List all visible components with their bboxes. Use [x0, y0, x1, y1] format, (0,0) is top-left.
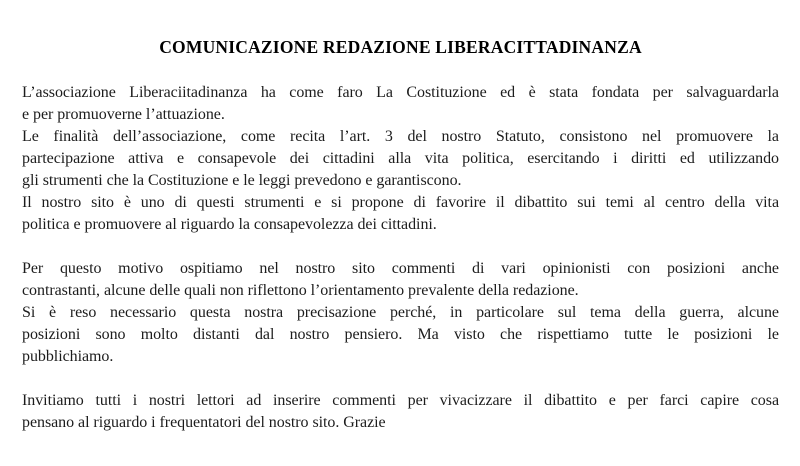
text-line: gli strumenti che la Costituzione e le leggi prevedono e garantiscono. [22, 172, 462, 189]
text-line: Si è reso necessario questa nostra precisazione perché, in particolare sul tema della guerra, alcune [22, 304, 779, 321]
text-line: Per questo motivo ospitiamo nel nostro sito commenti di vari opinionisti con posizioni anche [22, 260, 779, 277]
text-line: partecipazione attiva e consapevole dei cittadini alla vita politica, esercitando i diritti ed utilizzando [22, 150, 779, 167]
document-title: COMUNICAZIONE REDAZIONE LIBERACITTADINANZA [159, 37, 642, 57]
text-line: Invitiamo tutti i nostri lettori ad inserire commenti per vivacizzare il dibattito e per farci capire cosa [22, 392, 779, 409]
text-line: contrastanti, alcune delle quali non riflettono l’orientamento prevalente della redazione. [22, 282, 579, 299]
paragraph [22, 82, 779, 126]
paragraph [22, 302, 779, 368]
text-line: pensano al riguardo i frequentatori del nostro sito. Grazie [22, 414, 386, 431]
paragraph [22, 126, 779, 192]
text-line: pubblichiamo. [22, 348, 114, 365]
document-body [22, 82, 779, 434]
text-line: Le finalità dell’associazione, come recita l’art. 3 del nostro Statuto, consistono nel promuovere la [22, 128, 779, 145]
text-line: politica e promuovere al riguardo la consapevolezza dei cittadini. [22, 216, 437, 233]
text-line: L’associazione Liberaciitadinanza ha come faro La Costituzione ed è stata fondata per salvaguardarla [22, 84, 779, 101]
paragraph [22, 258, 779, 302]
text-line: e per promuoverne l’attuazione. [22, 106, 225, 123]
paragraph [22, 390, 779, 434]
text-line: posizioni sono molto distanti dal nostro pensiero. Ma visto che rispettiamo tutte le posizioni le [22, 326, 779, 343]
text-line: Il nostro sito è uno di questi strumenti e si propone di favorire il dibattito sui temi al centro della vita [22, 194, 779, 211]
paragraph [22, 192, 779, 236]
